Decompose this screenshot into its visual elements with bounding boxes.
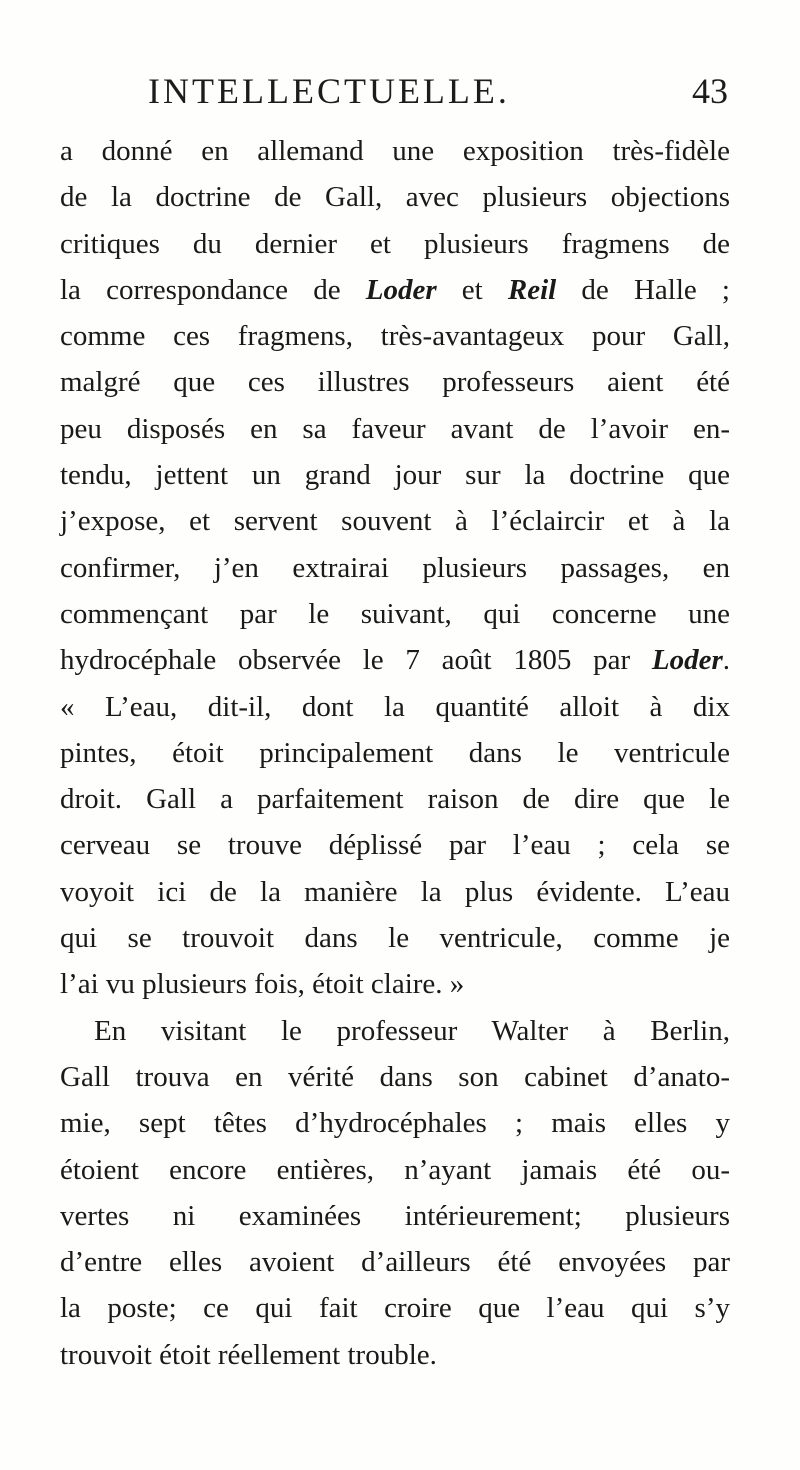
text-line: « L’eau, dit-il, dont la quantité alloit à dix [60, 690, 730, 723]
text-line: comme ces fragmens, très-avantageux pour Gall, [60, 320, 730, 353]
text-line: trouvoit étoit réellement trouble. [60, 1338, 437, 1371]
text-line: hydrocéphale observée le 7 août 1805 par Loder. [60, 644, 730, 677]
text-line: d’entre elles avoient d’ailleurs été envoyées par [60, 1246, 730, 1279]
text-line: j’expose, et servent souvent à l’éclaircir et à la [60, 505, 730, 538]
text-line: pintes, étoit principalement dans le ventricule [60, 736, 730, 769]
text-line: peu disposés en sa faveur avant de l’avoir en- [60, 412, 730, 445]
text-line: cerveau se trouve déplissé par l’eau ; cela se [60, 829, 730, 862]
text-line: voyoit ici de la manière la plus évidente. L’eau [60, 875, 730, 908]
paragraph-start: En visitant le professeur Walter à Berlin, [94, 1014, 730, 1047]
page-number: 43 [692, 71, 728, 111]
text-line: étoient encore entières, n’ayant jamais été ou- [60, 1153, 730, 1186]
text-line: qui se trouvoit dans le ventricule, comme je [60, 922, 730, 955]
text-line: Gall trouva en vérité dans son cabinet d’anato- [60, 1060, 730, 1093]
body-text [60, 128, 730, 1378]
name-reil: Reil [507, 273, 557, 306]
text-line: critiques du dernier et plusieurs fragmens de [60, 227, 730, 260]
text-line: a donné en allemand une exposition très-fidèle [60, 135, 730, 167]
text-line: commençant par le suivant, qui concerne une [60, 597, 730, 630]
running-title: INTELLECTUELLE. [148, 71, 510, 111]
text-line: mie, sept têtes d’hydrocéphales ; mais elles y [60, 1107, 730, 1140]
page-header [148, 70, 728, 110]
text-line: vertes ni examinées intérieurement; plusieurs [60, 1199, 730, 1232]
text-line: droit. Gall a parfaitement raison de dire que le [60, 783, 730, 816]
text-line: l’ai vu plusieurs fois, étoit claire. » [60, 968, 465, 1001]
text-line: la correspondance de Loder et Reil de Halle ; [60, 273, 730, 306]
text-line: de la doctrine de Gall, avec plusieurs objections [60, 181, 730, 214]
text-line: confirmer, j’en extrairai plusieurs passages, en [60, 551, 730, 584]
text-line: malgré que ces illustres professeurs aient été [60, 366, 730, 399]
text-line: tendu, jettent un grand jour sur la doctrine que [60, 459, 730, 492]
name-loder: Loder [365, 273, 437, 306]
text-line: la poste; ce qui fait croire que l’eau qui s’y [60, 1292, 730, 1325]
name-loder: Loder [651, 644, 723, 677]
